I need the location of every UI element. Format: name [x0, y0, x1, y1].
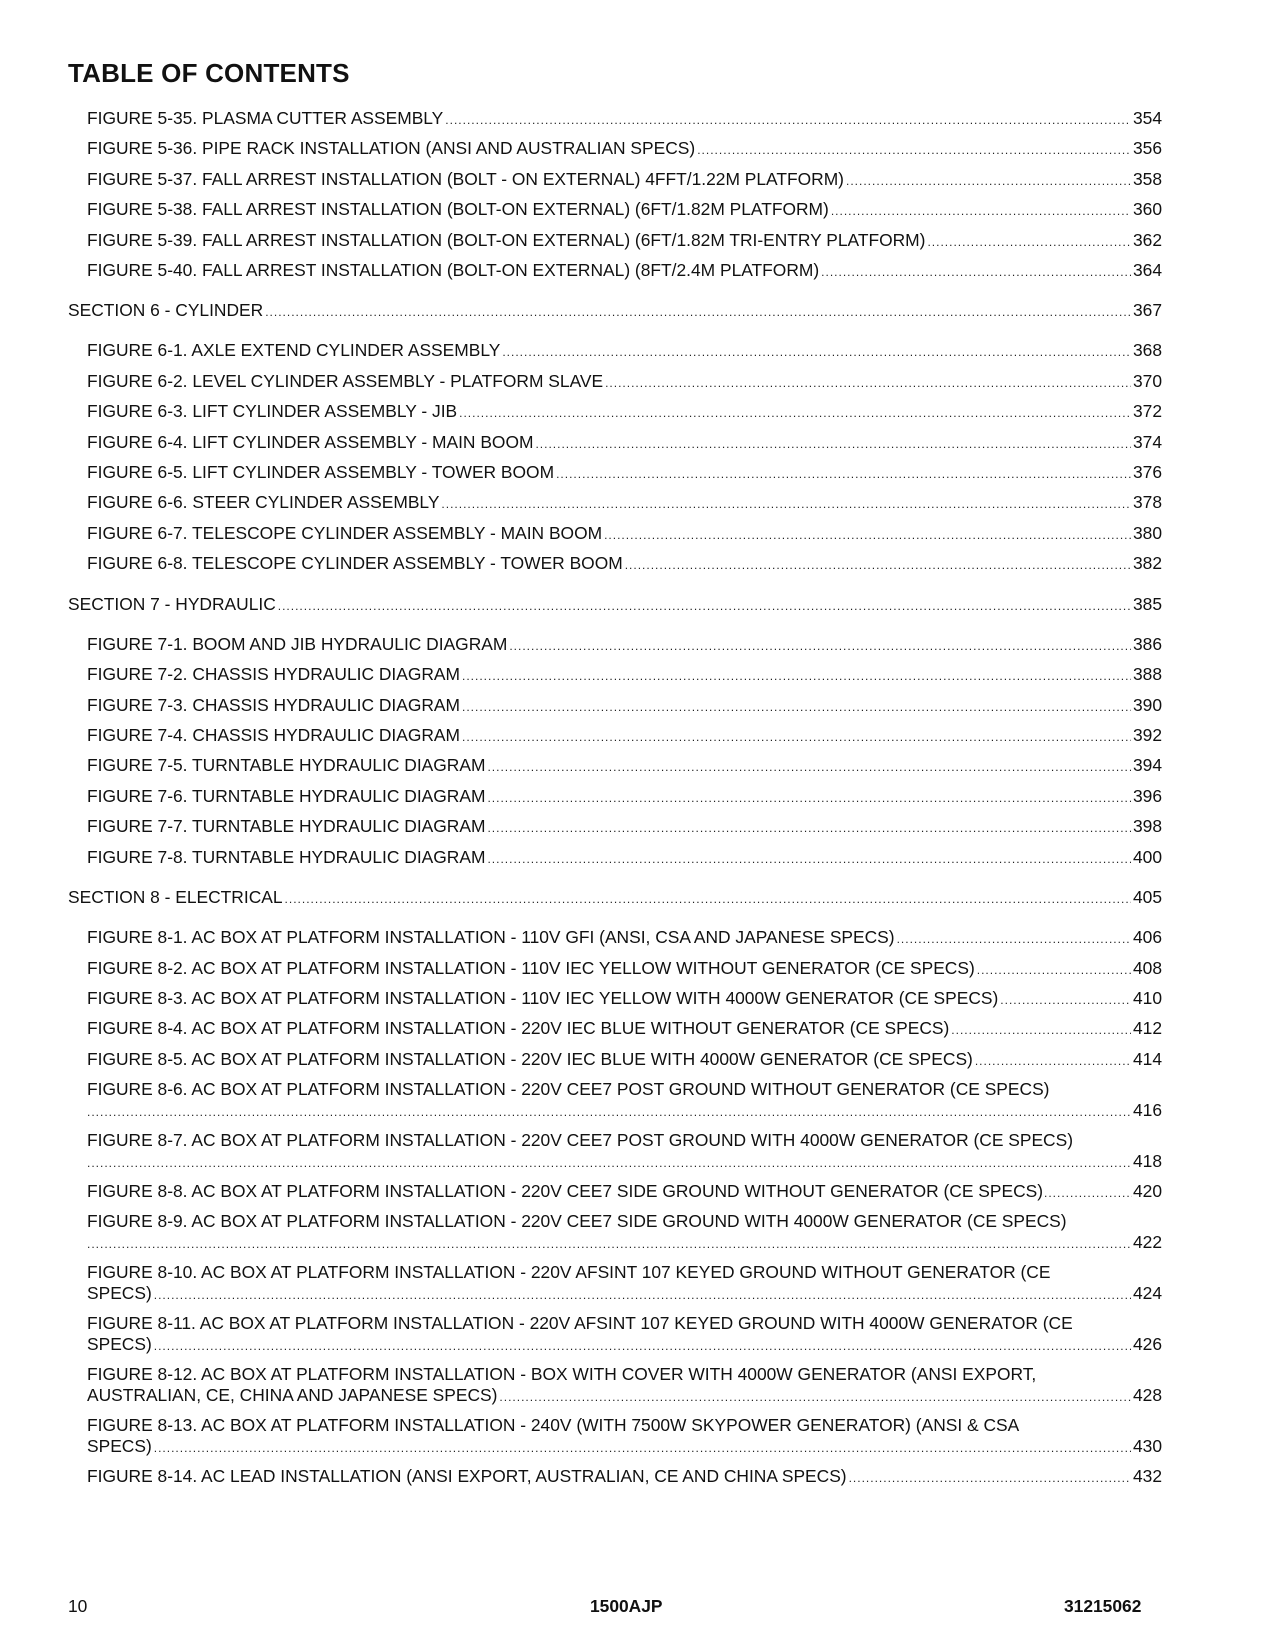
- toc-entry-page: 422: [1132, 1232, 1162, 1252]
- toc-entry[interactable]: [87, 1018, 1162, 1041]
- toc-entry-page: 418: [1132, 1151, 1162, 1171]
- toc-entry-title: FIGURE 7-8. TURNTABLE HYDRAULIC DIAGRAM: [87, 847, 486, 867]
- toc-entry-page: 386: [1132, 634, 1162, 654]
- toc-entry[interactable]: [87, 1079, 1162, 1123]
- toc-entry-title: FIGURE 5-40. FALL ARREST INSTALLATION (BOLT-ON EXTERNAL) (8FT/2.4M PLATFORM): [87, 260, 820, 280]
- dot-leader: [459, 403, 1131, 424]
- toc-entry-page: 356: [1132, 138, 1162, 158]
- toc-entry[interactable]: [87, 108, 1162, 131]
- toc-entry-title: FIGURE 8-13. AC BOX AT PLATFORM INSTALLATION - 240V (WITH 7500W SKYPOWER GENERATOR) (ANSI & CSA: [87, 1415, 1020, 1435]
- toc-entry-page: 378: [1132, 492, 1162, 512]
- dot-leader: [154, 1285, 1131, 1306]
- toc-entry[interactable]: [87, 432, 1162, 455]
- toc-entry[interactable]: [87, 1130, 1162, 1174]
- dot-leader: [604, 525, 1131, 546]
- toc-entry-title: FIGURE 6-1. AXLE EXTEND CYLINDER ASSEMBLY: [87, 340, 501, 360]
- dot-leader: [87, 1102, 1131, 1123]
- toc-entry[interactable]: [87, 462, 1162, 485]
- dot-leader: [977, 960, 1131, 981]
- toc-section-page: 367: [1132, 300, 1162, 320]
- toc-entry[interactable]: [87, 755, 1162, 778]
- dot-leader: [927, 232, 1131, 253]
- toc-entry-title: FIGURE 5-36. PIPE RACK INSTALLATION (ANSI AND AUSTRALIAN SPECS): [87, 138, 696, 158]
- toc-entry[interactable]: [87, 1415, 1162, 1459]
- toc-entry[interactable]: [87, 634, 1162, 657]
- toc-entry-title-cont: AUSTRALIAN, CE, CHINA AND JAPANESE SPECS): [87, 1385, 498, 1405]
- dot-leader: [154, 1336, 1131, 1357]
- toc-entry[interactable]: [87, 1466, 1162, 1489]
- dot-leader: [849, 1468, 1131, 1489]
- toc-entry-title: FIGURE 7-5. TURNTABLE HYDRAULIC DIAGRAM: [87, 755, 486, 775]
- toc-entry[interactable]: [87, 725, 1162, 748]
- toc-entry[interactable]: [87, 260, 1162, 283]
- toc-entry-title-cont: SPECS): [87, 1436, 152, 1456]
- toc-entry-title: FIGURE 7-4. CHASSIS HYDRAULIC DIAGRAM: [87, 725, 460, 745]
- dot-leader: [556, 464, 1131, 485]
- toc-entry-title: FIGURE 8-10. AC BOX AT PLATFORM INSTALLATION - 220V AFSINT 107 KEYED GROUND WITHOUT GENERATOR (CE: [87, 1262, 1051, 1282]
- dot-leader: [487, 757, 1131, 778]
- toc-entry[interactable]: [87, 199, 1162, 222]
- footer-model: 1500AJP: [590, 1596, 663, 1616]
- toc-entry-title: FIGURE 8-2. AC BOX AT PLATFORM INSTALLATION - 110V IEC YELLOW WITHOUT GENERATOR (CE SPECS): [87, 958, 975, 978]
- toc-entry-title: FIGURE 6-8. TELESCOPE CYLINDER ASSEMBLY - TOWER BOOM: [87, 553, 623, 573]
- dot-leader: [975, 1051, 1131, 1072]
- dot-leader: [462, 697, 1131, 718]
- toc-entry-page: 392: [1132, 725, 1162, 745]
- toc-entry[interactable]: [87, 1181, 1162, 1204]
- dot-leader: [831, 201, 1131, 222]
- toc-entry[interactable]: [87, 553, 1162, 576]
- toc-entry-title: FIGURE 8-12. AC BOX AT PLATFORM INSTALLATION - BOX WITH COVER WITH 4000W GENERATOR (ANSI EXPORT,: [87, 1364, 1037, 1384]
- toc-entry-page: 408: [1132, 958, 1162, 978]
- toc-entry-page: 406: [1132, 927, 1162, 947]
- dot-leader: [487, 788, 1131, 809]
- dot-leader: [625, 555, 1131, 576]
- toc-entry[interactable]: [87, 816, 1162, 839]
- toc-entry[interactable]: [87, 664, 1162, 687]
- toc-entry-page: 382: [1132, 553, 1162, 573]
- toc-entry-title: FIGURE 8-9. AC BOX AT PLATFORM INSTALLATION - 220V CEE7 SIDE GROUND WITH 4000W GENERATOR (CE SPECS): [87, 1211, 1067, 1231]
- dot-leader: [445, 110, 1131, 131]
- toc-entry-title: FIGURE 7-6. TURNTABLE HYDRAULIC DIAGRAM: [87, 786, 486, 806]
- dot-leader: [1000, 990, 1131, 1011]
- toc-section-page: 385: [1132, 594, 1162, 614]
- toc-section[interactable]: [68, 594, 1162, 617]
- toc-entry-title: FIGURE 8-14. AC LEAD INSTALLATION (ANSI EXPORT, AUSTRALIAN, CE AND CHINA SPECS): [87, 1466, 847, 1486]
- toc-entry-title: FIGURE 8-11. AC BOX AT PLATFORM INSTALLATION - 220V AFSINT 107 KEYED GROUND WITH 4000W GENERATOR (CE: [87, 1313, 1073, 1333]
- dot-leader: [846, 171, 1131, 192]
- toc-section[interactable]: [68, 300, 1162, 323]
- toc-entry[interactable]: [87, 1313, 1162, 1357]
- toc-entry-page: 398: [1132, 816, 1162, 836]
- toc-entry[interactable]: [87, 138, 1162, 161]
- dot-leader: [265, 302, 1131, 323]
- toc-entry-page: 412: [1132, 1018, 1162, 1038]
- toc-entry-page: 428: [1132, 1385, 1162, 1405]
- toc-entry[interactable]: [87, 1364, 1162, 1408]
- toc-entry-title: FIGURE 7-2. CHASSIS HYDRAULIC DIAGRAM: [87, 664, 460, 684]
- toc-entry-page: 358: [1132, 169, 1162, 189]
- toc-entry[interactable]: [87, 523, 1162, 546]
- dot-leader: [462, 666, 1131, 687]
- toc-entry-title: FIGURE 8-7. AC BOX AT PLATFORM INSTALLATION - 220V CEE7 POST GROUND WITH 4000W GENERATOR (CE SPECS): [87, 1130, 1073, 1150]
- dot-leader: [441, 494, 1131, 515]
- toc-entry[interactable]: [87, 927, 1162, 950]
- toc-entry-title: FIGURE 7-7. TURNTABLE HYDRAULIC DIAGRAM: [87, 816, 486, 836]
- toc-entry-page: 410: [1132, 988, 1162, 1008]
- toc-entry-title: FIGURE 8-5. AC BOX AT PLATFORM INSTALLATION - 220V IEC BLUE WITH 4000W GENERATOR (CE SPECS): [87, 1049, 973, 1069]
- dot-leader: [278, 596, 1131, 617]
- toc-entry[interactable]: [87, 230, 1162, 253]
- toc-entry[interactable]: [87, 371, 1162, 394]
- toc-entry[interactable]: [87, 847, 1162, 870]
- toc-entry[interactable]: [87, 988, 1162, 1011]
- toc-entry-title-cont: SPECS): [87, 1334, 152, 1354]
- toc-entry-page: 372: [1132, 401, 1162, 421]
- dot-leader: [87, 1234, 1131, 1255]
- toc-entry-page: 354: [1132, 108, 1162, 128]
- toc-entry[interactable]: [87, 1262, 1162, 1306]
- toc-entry[interactable]: [87, 786, 1162, 809]
- toc-section-title: SECTION 6 - CYLINDER: [68, 300, 264, 320]
- dot-leader: [821, 262, 1131, 283]
- dot-leader: [697, 140, 1131, 161]
- footer-page-number: 10: [68, 1596, 88, 1616]
- dot-leader: [499, 1387, 1131, 1408]
- toc-entry-page: 394: [1132, 755, 1162, 775]
- toc-entry-page: 424: [1132, 1283, 1162, 1303]
- dot-leader: [154, 1438, 1131, 1459]
- toc-entry-page: 416: [1132, 1100, 1162, 1120]
- toc-entry-page: 374: [1132, 432, 1162, 452]
- toc-entry-title: FIGURE 7-3. CHASSIS HYDRAULIC DIAGRAM: [87, 695, 460, 715]
- toc-entry-title: FIGURE 8-6. AC BOX AT PLATFORM INSTALLATION - 220V CEE7 POST GROUND WITHOUT GENERATOR (CE SPECS): [87, 1079, 1050, 1099]
- toc-entry-page: 388: [1132, 664, 1162, 684]
- dot-leader: [285, 889, 1131, 910]
- toc-entry[interactable]: [87, 492, 1162, 515]
- toc-entry-title: FIGURE 5-35. PLASMA CUTTER ASSEMBLY: [87, 108, 444, 128]
- toc-entry-title-cont: SPECS): [87, 1283, 152, 1303]
- toc-entry-page: 430: [1132, 1436, 1162, 1456]
- toc-entry-page: 380: [1132, 523, 1162, 543]
- toc-section[interactable]: [68, 887, 1162, 910]
- toc-entry-title: FIGURE 8-4. AC BOX AT PLATFORM INSTALLATION - 220V IEC BLUE WITHOUT GENERATOR (CE SPECS): [87, 1018, 950, 1038]
- toc-entry-title: FIGURE 6-4. LIFT CYLINDER ASSEMBLY - MAIN BOOM: [87, 432, 534, 452]
- dot-leader: [502, 342, 1131, 363]
- dot-leader: [487, 849, 1131, 870]
- toc-entry[interactable]: [87, 1049, 1162, 1072]
- toc-entry-page: 362: [1132, 230, 1162, 250]
- toc-entry[interactable]: [87, 401, 1162, 424]
- toc-entry[interactable]: [87, 169, 1162, 192]
- toc-entry-title: FIGURE 6-7. TELESCOPE CYLINDER ASSEMBLY - MAIN BOOM: [87, 523, 603, 543]
- toc-entry[interactable]: [87, 1211, 1162, 1255]
- toc-entry-title: FIGURE 6-3. LIFT CYLINDER ASSEMBLY - JIB: [87, 401, 458, 421]
- toc-entry-page: 360: [1132, 199, 1162, 219]
- dot-leader: [462, 727, 1131, 748]
- toc-entry-title: FIGURE 6-2. LEVEL CYLINDER ASSEMBLY - PLATFORM SLAVE: [87, 371, 604, 391]
- toc-entry-title: FIGURE 8-3. AC BOX AT PLATFORM INSTALLATION - 110V IEC YELLOW WITH 4000W GENERATOR (CE SPECS): [87, 988, 999, 1008]
- dot-leader: [605, 373, 1131, 394]
- toc-entry-page: 426: [1132, 1334, 1162, 1354]
- dot-leader: [897, 929, 1131, 950]
- toc-entry-page: 420: [1132, 1181, 1162, 1201]
- toc-entry-page: 390: [1132, 695, 1162, 715]
- dot-leader: [509, 636, 1131, 657]
- dot-leader: [535, 434, 1131, 455]
- toc-entry[interactable]: [87, 958, 1162, 981]
- toc-entry-page: 432: [1132, 1466, 1162, 1486]
- toc-entry-title: FIGURE 5-37. FALL ARREST INSTALLATION (BOLT - ON EXTERNAL) 4FFT/1.22M PLATFORM): [87, 169, 844, 189]
- toc-entry-title: FIGURE 5-38. FALL ARREST INSTALLATION (BOLT-ON EXTERNAL) (6FT/1.82M PLATFORM): [87, 199, 829, 219]
- toc-section-page: 405: [1132, 887, 1162, 907]
- toc-section-title: SECTION 8 - ELECTRICAL: [68, 887, 283, 907]
- toc-entry-page: 370: [1132, 371, 1162, 391]
- dot-leader: [1044, 1183, 1132, 1204]
- page-title: TABLE OF CONTENTS: [68, 58, 350, 88]
- toc-entry-page: 396: [1132, 786, 1162, 806]
- dot-leader: [951, 1020, 1131, 1041]
- toc-entry-page: 368: [1132, 340, 1162, 360]
- toc-section-title: SECTION 7 - HYDRAULIC: [68, 594, 276, 614]
- toc-entry-page: 376: [1132, 462, 1162, 482]
- toc-entry-title: FIGURE 6-6. STEER CYLINDER ASSEMBLY: [87, 492, 440, 512]
- toc-entry-title: FIGURE 8-1. AC BOX AT PLATFORM INSTALLATION - 110V GFI (ANSI, CSA AND JAPANESE SPECS): [87, 927, 895, 947]
- toc-entry-title: FIGURE 5-39. FALL ARREST INSTALLATION (BOLT-ON EXTERNAL) (6FT/1.82M TRI-ENTRY PLATFORM): [87, 230, 926, 250]
- dot-leader: [87, 1153, 1131, 1174]
- toc-entry-title: FIGURE 7-1. BOOM AND JIB HYDRAULIC DIAGRAM: [87, 634, 508, 654]
- toc-entry[interactable]: [87, 340, 1162, 363]
- dot-leader: [487, 818, 1131, 839]
- toc-entry-page: 400: [1132, 847, 1162, 867]
- toc-entry-title: FIGURE 6-5. LIFT CYLINDER ASSEMBLY - TOWER BOOM: [87, 462, 555, 482]
- toc-entry-title: FIGURE 8-8. AC BOX AT PLATFORM INSTALLATION - 220V CEE7 SIDE GROUND WITHOUT GENERATOR (CE SPECS): [87, 1181, 1044, 1201]
- toc-entry-page: 414: [1132, 1049, 1162, 1069]
- toc-entry-page: 364: [1132, 260, 1162, 280]
- toc-entry[interactable]: [87, 695, 1162, 718]
- footer-doc-number: 31215062: [1064, 1596, 1142, 1616]
